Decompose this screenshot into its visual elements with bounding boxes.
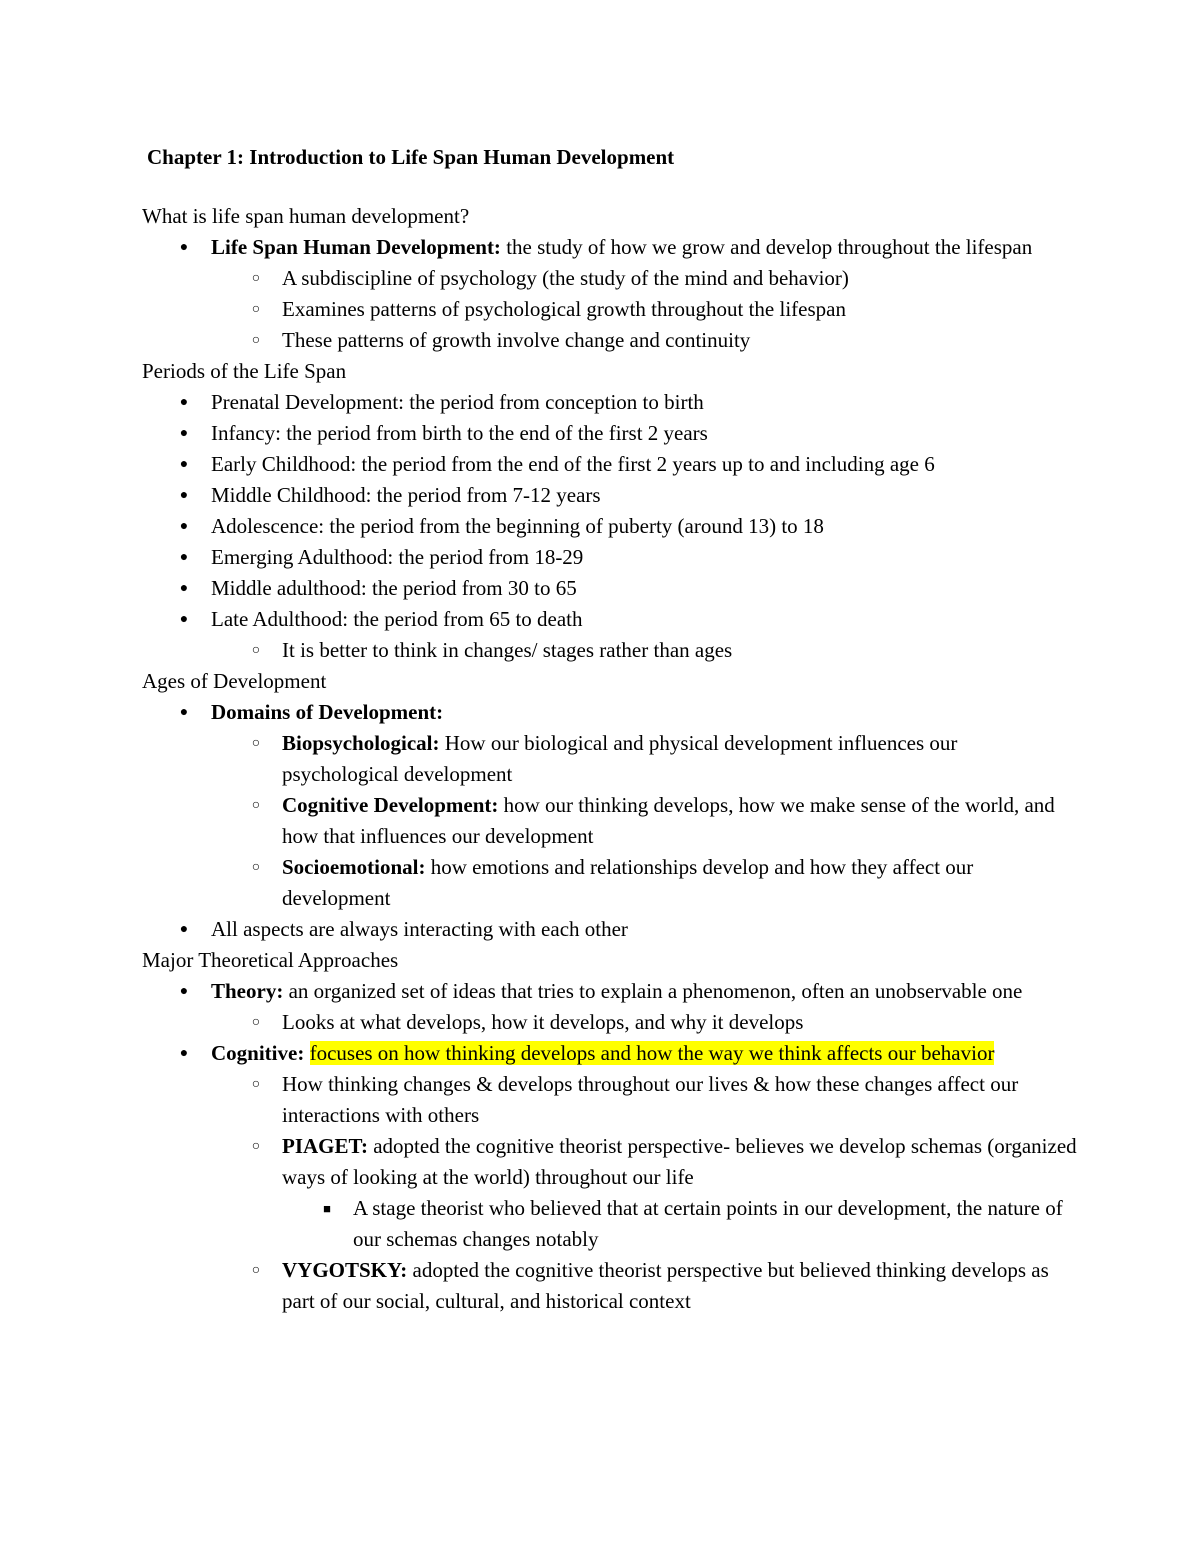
circle-bullet-icon: ○ <box>251 1263 261 1278</box>
list-item-biopsychological <box>142 728 1077 790</box>
bullet-icon: ● <box>179 705 189 720</box>
list-item-text: A subdiscipline of psychology (the study of the mind and behavior) <box>282 266 849 290</box>
list-item-life-span-definition <box>142 232 1077 263</box>
bullet-icon: ● <box>179 1046 189 1061</box>
term-socioemotional: Socioemotional: <box>282 855 426 879</box>
bullet-icon: ● <box>179 612 189 627</box>
square-bullet-icon: ■ <box>323 1201 331 1216</box>
section-heading-periods: Periods of the Life Span <box>142 359 347 383</box>
term-cognitive-development: Cognitive Development: <box>282 793 499 817</box>
list-item-early-childhood <box>142 449 1077 480</box>
circle-bullet-icon: ○ <box>251 1139 261 1154</box>
bullet-icon: ● <box>179 581 189 596</box>
list-item-text: Adolescence: the period from the beginning of puberty (around 13) to 18 <box>211 514 824 538</box>
list-item-prenatal <box>142 387 1077 418</box>
term-piaget: PIAGET: <box>282 1134 368 1158</box>
list-item-text: Late Adulthood: the period from 65 to death <box>211 607 583 631</box>
list-item-socioemotional <box>142 852 1077 914</box>
list-item-text: Looks at what develops, how it develops, and why it develops <box>282 1010 804 1034</box>
list-item-adolescence <box>142 511 1077 542</box>
list-item-text: Middle adulthood: the period from 30 to 65 <box>211 576 577 600</box>
list-item-vygotsky <box>142 1255 1077 1317</box>
list-item-text: It is better to think in changes/ stages rather than ages <box>282 638 733 662</box>
section-heading-what-is: What is life span human development? <box>142 204 470 228</box>
bullet-icon: ● <box>179 519 189 534</box>
definition-text: adopted the cognitive theorist perspective but believed thinking develops as part of our social, cultural, and historical context <box>282 1258 1049 1313</box>
circle-bullet-icon: ○ <box>251 643 261 658</box>
definition-text: the study of how we grow and develop throughout the lifespan <box>500 235 1033 259</box>
list-item-cognitive-development <box>142 790 1077 852</box>
term-vygotsky: VYGOTSKY: <box>282 1258 408 1282</box>
definition-text: an organized set of ideas that tries to explain a phenomenon, often an unobservable one <box>283 979 1023 1003</box>
list-item-infancy <box>142 418 1077 449</box>
highlighted-definition: focuses on how thinking develops and how the way we think affects our behavior <box>309 1041 995 1065</box>
circle-bullet-icon: ○ <box>251 271 261 286</box>
page-title: Chapter 1: Introduction to Life Span Human Development <box>147 145 675 169</box>
list-item-interacting <box>142 914 1077 945</box>
bullet-icon: ● <box>179 984 189 999</box>
list-item-stages-note <box>142 635 1077 666</box>
list-item-text: Examines patterns of psychological growth throughout the lifespan <box>282 297 846 321</box>
definition-text: adopted the cognitive theorist perspective- believes we develop schemas (organized ways of looking at the world) throughout our life <box>282 1134 1077 1189</box>
term-theory: Theory: <box>211 979 284 1003</box>
section-heading-major-approaches: Major Theoretical Approaches <box>142 948 399 972</box>
circle-bullet-icon: ○ <box>251 302 261 317</box>
bullet-icon: ● <box>179 426 189 441</box>
circle-bullet-icon: ○ <box>251 798 261 813</box>
list-item-subdiscipline <box>142 263 1077 294</box>
list-item-text: These patterns of growth involve change and continuity <box>282 328 751 352</box>
definition-text: how our thinking develops, how we make sense of the world, and how that influences our development <box>282 793 1055 848</box>
term-domains-of-development: Domains of Development: <box>211 700 444 724</box>
list-item-late-adulthood <box>142 604 1077 635</box>
document-body <box>142 201 1077 1317</box>
definition-text: How our biological and physical development influences our psychological development <box>282 731 958 786</box>
list-item-text: Emerging Adulthood: the period from 18-29 <box>211 545 584 569</box>
bullet-icon: ● <box>179 457 189 472</box>
list-item-middle-adulthood <box>142 573 1077 604</box>
list-item-text: How thinking changes & develops throughout our lives & how these changes affect our interactions with others <box>282 1072 1019 1127</box>
list-item-examines-patterns <box>142 294 1077 325</box>
circle-bullet-icon: ○ <box>251 1077 261 1092</box>
list-item-cognitive <box>142 1038 1077 1069</box>
bullet-icon: ● <box>179 240 189 255</box>
list-item-text: Middle Childhood: the period from 7-12 years <box>211 483 601 507</box>
list-item-emerging-adulthood <box>142 542 1077 573</box>
list-item-domains <box>142 697 1077 728</box>
list-item-theory <box>142 976 1077 1007</box>
term-life-span-human-development: Life Span Human Development: <box>211 235 501 259</box>
term-biopsychological: Biopsychological: <box>282 731 440 755</box>
circle-bullet-icon: ○ <box>251 860 261 875</box>
list-item-thinking-changes <box>142 1069 1077 1131</box>
circle-bullet-icon: ○ <box>251 1015 261 1030</box>
definition-text: how emotions and relationships develop and how they affect our development <box>282 855 974 910</box>
bullet-icon: ● <box>179 488 189 503</box>
circle-bullet-icon: ○ <box>251 333 261 348</box>
list-item-stage-theorist <box>142 1193 1077 1255</box>
list-item-text: A stage theorist who believed that at certain points in our development, the nature of our schemas changes notably <box>353 1196 1063 1251</box>
list-item-text: All aspects are always interacting with each other <box>211 917 628 941</box>
bullet-icon: ● <box>179 922 189 937</box>
list-item-text: Infancy: the period from birth to the end of the first 2 years <box>211 421 708 445</box>
section-heading-ages: Ages of Development <box>142 669 327 693</box>
list-item-piaget <box>142 1131 1077 1193</box>
circle-bullet-icon: ○ <box>251 736 261 751</box>
term-cognitive: Cognitive: <box>211 1041 305 1065</box>
list-item-text: Early Childhood: the period from the end of the first 2 years up to and including age 6 <box>211 452 935 476</box>
list-item-middle-childhood <box>142 480 1077 511</box>
list-item-text: Prenatal Development: the period from conception to birth <box>211 390 704 414</box>
list-item-what-develops <box>142 1007 1077 1038</box>
bullet-icon: ● <box>179 395 189 410</box>
list-item-change-continuity <box>142 325 1077 356</box>
bullet-icon: ● <box>179 550 189 565</box>
